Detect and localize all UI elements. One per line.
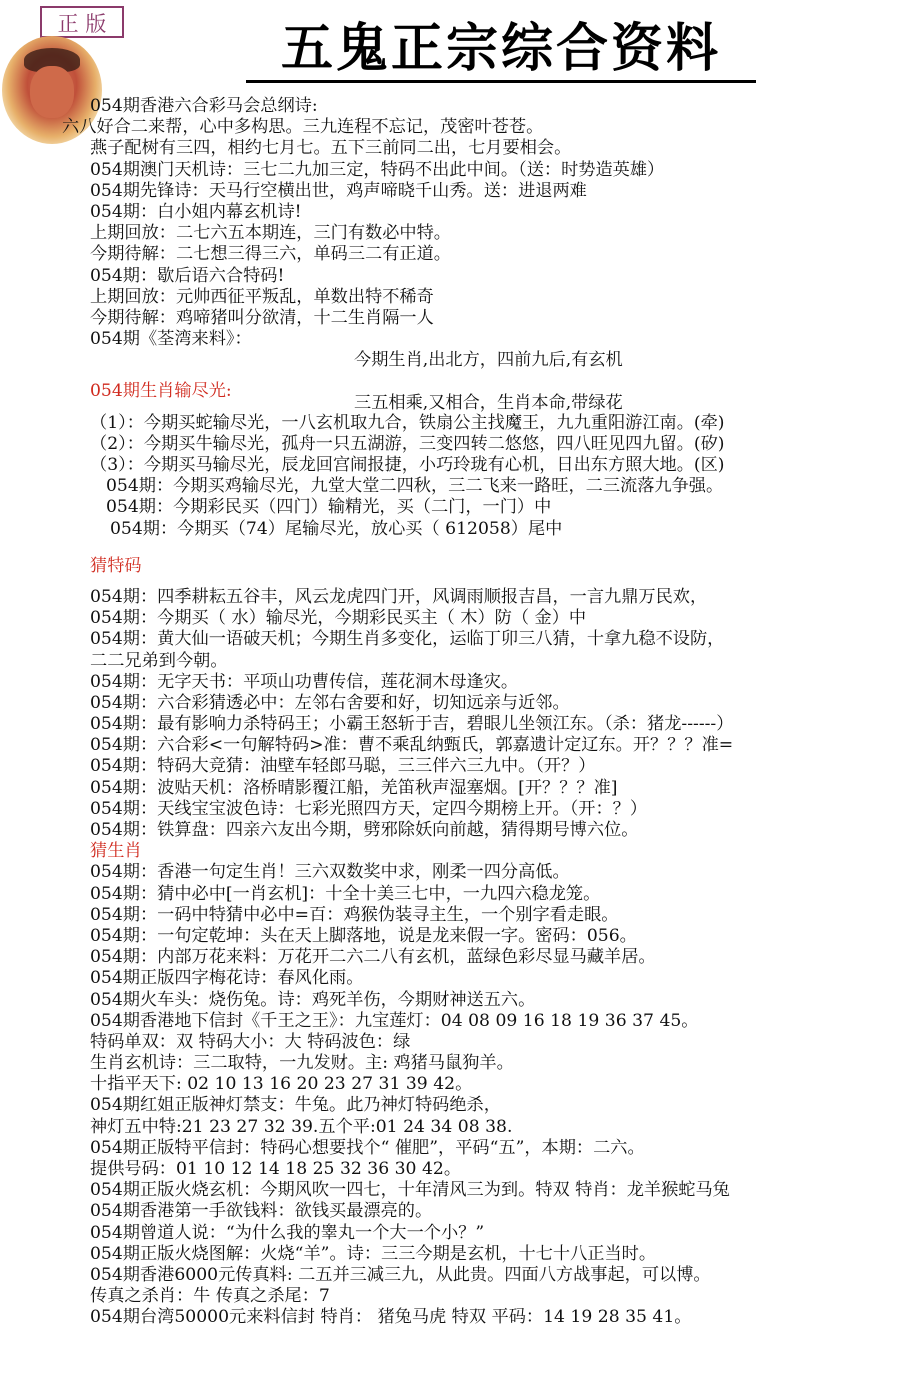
text-line: （1）：今期买蛇输尽光，一八玄机取九合，铁扇公主找魔王，九九重阳游江南。(牵) <box>90 412 725 433</box>
title-underline <box>246 80 756 83</box>
text-line: 十指平天下: 02 10 13 16 20 23 27 31 39 42。 <box>90 1074 473 1095</box>
text-line: 054期：白小姐内幕玄机诗! <box>90 201 302 222</box>
text-line: 054期：天线宝宝波色诗：七彩光照四方天，定四今期榜上开。（开：？） <box>90 798 648 819</box>
portrait-face <box>30 66 74 118</box>
content-area <box>62 96 900 1329</box>
text-line: 054期澳门天机诗：三七二九加三定，特码不出此中间。（送：时势造英雄） <box>90 159 665 180</box>
quanwan-line-2: 三五相乘,又相合，生肖本命,带绿花 <box>354 392 623 413</box>
text-line: 054期先锋诗：天马行空横出世，鸡声啼晓千山秀。送：进退两难 <box>90 180 587 201</box>
text-line: 054期：四季耕耘五谷丰，风云龙虎四门开，风调雨顺报吉昌，一言九鼎万民欢， <box>90 586 708 607</box>
section-heading: 猜特码 <box>90 555 142 576</box>
text-line: 054期：今期买鸡输尽光，九堂大堂二四秋，三二飞来一路旺，二三流落九争强。 <box>106 476 724 497</box>
text-line: 054期：铁算盘：四亲六友出今期，劈邪除妖向前越，猜得期号博六位。 <box>90 820 639 841</box>
text-line: 今期待解：二七想三得三六，单码三二有正道。 <box>90 244 451 265</box>
text-line: 神灯五中特:21 23 27 32 39.五个平:01 24 34 08 38. <box>90 1116 513 1137</box>
text-line: 054期正版特平信封：特码心想要找个“ 催肥”，平码“五”，本期：二六。 <box>90 1137 645 1158</box>
text-line: 054期火车头：烧伤兔。诗：鸡死羊伤，今期财神送五六。 <box>90 989 536 1010</box>
text-line: 054期：无字天书：平项山功曹传信，莲花洞木母逢灾。 <box>90 671 519 692</box>
text-line: 054期：一句定乾坤：头在天上脚落地，说是龙来假一字。密码：056。 <box>90 925 637 946</box>
section-heading: 054期生肖输尽光: <box>90 381 232 402</box>
section-heading: 猜生肖 <box>90 841 142 862</box>
text-line: 054期曾道人说：“为什么我的睾丸一个大一个小？” <box>90 1222 485 1243</box>
text-line: 今期待解：鸡啼猪叫分欲清，十二生肖隔一人 <box>90 307 434 328</box>
text-line: 054期正版火烧玄机：今期风吹一四七，十年清风三为到。特双 特肖：龙羊猴蛇马兔 <box>90 1180 730 1201</box>
text-line: 提供号码：01 10 12 14 18 25 32 36 30 42。 <box>90 1159 462 1180</box>
text-line: 054期：一码中特猜中必中=百：鸡猴伪装寻主生，一个别字看走眼。 <box>90 904 619 925</box>
text-line: 上期回放：元帅西征平叛乱，单数出特不稀奇 <box>90 286 434 307</box>
text-line: 054期：今期彩民买（四门）输精光，买（二门，一门）中 <box>106 497 552 518</box>
text-line: 054期：六合彩猜透必中：左邻右舍要和好，切知远亲与近邻。 <box>90 692 570 713</box>
text-line: 燕子配树有三四，相约七月七。五下三前同二出，七月要相会。 <box>90 138 572 159</box>
quanwan-line-1: 今期生肖,出北方，四前九后,有玄机 <box>354 350 623 371</box>
text-line: 054期：六合彩<一句解特码>准：曹不乘乱纳甄氏，郭嘉遗计定辽东。开？？？准= <box>90 735 734 756</box>
text-line: 054期正版四字梅花诗：春风化雨。 <box>90 968 364 989</box>
section-guess-zodiac <box>90 841 900 1328</box>
text-line: 054期：今期买（74）尾输尽光，放心买（ 612058）尾中 <box>110 518 563 539</box>
text-line: 054期：歇后语六合特码! <box>90 265 285 286</box>
text-line: 054期：波贴天机：洛桥晴影覆江船，羌笛秋声湿塞烟。[开？？？准] <box>90 777 618 798</box>
text-line: 054期红姐正版神灯禁支：牛兔。此乃神灯特码绝杀， <box>90 1095 501 1116</box>
text-line: 上期回放：二七六五本期连，三门有数必中特。 <box>90 223 451 244</box>
text-line: 054期：猜中必中[一肖玄机]：十全十美三七中，一九四六稳龙笼。 <box>90 883 601 904</box>
text-line: 特码单双：双 特码大小：大 特码波色：绿 <box>90 1031 411 1052</box>
text-line: 054期香港地下信封《千王之王》：九宝莲灯：04 08 09 16 18 19 36 37 45。 <box>90 1010 699 1031</box>
text-line: （3）：今期买马输尽光，辰龙回宫闹报捷，小巧玲珑有心机，日出东方照大地。(区) <box>90 455 725 476</box>
genuine-badge: 正 版 <box>40 6 124 38</box>
page-title: 五鬼正宗综合资料 <box>280 19 721 79</box>
text-line: 054期：内部万花来料：万花开二六二八有玄机，蓝绿色彩尽显马藏羊居。 <box>90 947 656 968</box>
text-line: 054期正版火烧图解：火烧“羊”。诗：三三今期是玄机，十七十八正当时。 <box>90 1243 657 1264</box>
text-line: （2）：今期买牛输尽光，孤舟一只五湖游，三变四转二悠悠，四八旺见四九留。(矽) <box>90 433 725 454</box>
text-line: 054期香港第一手欲钱料：欲钱买最漂亮的。 <box>90 1201 433 1222</box>
text-line: 二二兄弟到今朝。 <box>90 650 228 671</box>
text-line: 054期：特码大竞猜：油壁车轻郎马聪，三三伴六三九中。（开？） <box>90 756 596 777</box>
quanwan-label: 054期《荃湾来料》： <box>90 329 252 350</box>
text-line: 054期香港六合彩马会总纲诗: <box>90 96 318 116</box>
text-line: 054期：最有影响力杀特码王；小霸王怒斩于吉，碧眼儿坐领江东。（杀：猪龙------） <box>90 714 734 735</box>
text-line: 传真之杀肖：牛 传真之杀尾：7 <box>90 1286 330 1307</box>
text-line: 生肖玄机诗：三二取特，一九发财。主: 鸡猪马鼠狗羊。 <box>90 1053 514 1074</box>
text-line: 054期：今期买（ 水）输尽光，今期彩民买主（ 木）防（ 金）中 <box>90 608 587 629</box>
text-line: 054期：香港一句定生肖！三六双数奖中求，刚柔一四分高低。 <box>90 862 570 883</box>
section-guess-number <box>90 556 900 841</box>
text-line: 六八好合二来帮，心中多构思。三九连程不忘记，茂密叶苍苍。 <box>62 117 544 138</box>
text-line: 054期香港6000元传真料: 二五并三减三九，从此贵。四面八方战事起，可以博。 <box>90 1264 711 1285</box>
text-line: 054期：黄大仙一语破天机；今期生肖多变化，运临丁卯三八猜，十拿九稳不设防， <box>90 629 725 650</box>
text-line: 054期台湾50000元来料信封 特肖： 猪兔马虎 特双 平码：14 19 28 35 41。 <box>90 1307 692 1328</box>
